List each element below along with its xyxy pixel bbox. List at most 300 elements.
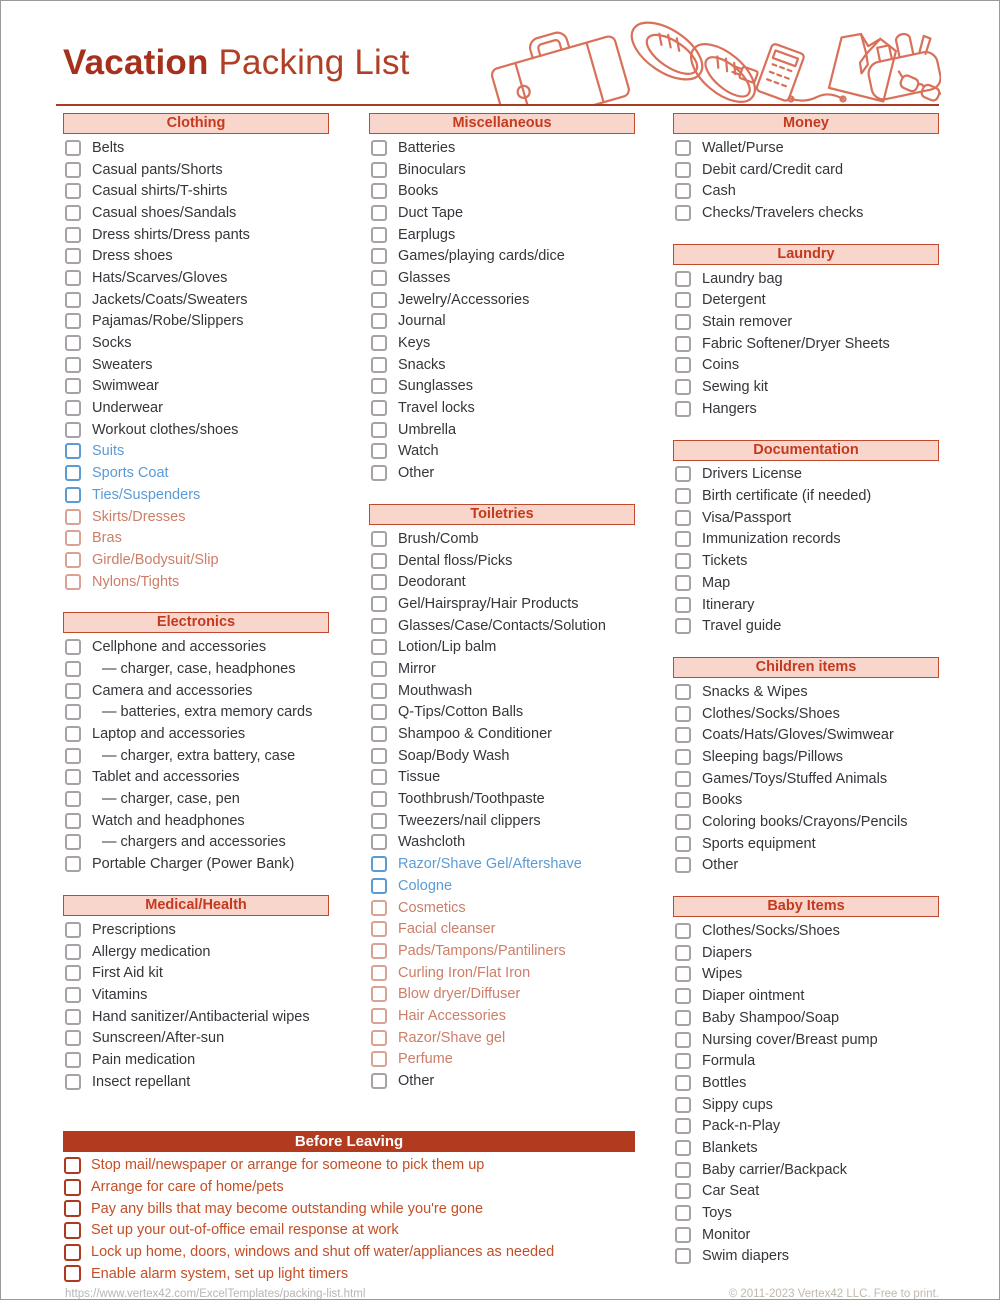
checklist-item bbox=[63, 397, 329, 419]
checklist-item-label: Keys bbox=[398, 335, 431, 352]
checkbox[interactable] bbox=[371, 1051, 387, 1067]
checkbox[interactable] bbox=[675, 531, 691, 547]
checkbox[interactable] bbox=[675, 1097, 691, 1113]
checklist-item bbox=[673, 724, 939, 746]
checkbox[interactable] bbox=[371, 140, 387, 156]
checkbox[interactable] bbox=[675, 379, 691, 395]
checklist-item bbox=[369, 1049, 635, 1071]
checkbox[interactable] bbox=[675, 466, 691, 482]
checkbox[interactable] bbox=[675, 1140, 691, 1156]
checklist-item bbox=[673, 507, 939, 529]
checkbox[interactable] bbox=[371, 531, 387, 547]
checkbox[interactable] bbox=[675, 314, 691, 330]
checklist-item bbox=[369, 810, 635, 832]
checklist-item-label: — chargers and accessories bbox=[102, 834, 286, 851]
before-leaving-title: Before Leaving bbox=[63, 1131, 635, 1152]
checklist-item bbox=[63, 1220, 635, 1242]
checkbox[interactable] bbox=[65, 227, 81, 243]
checklist-item bbox=[369, 419, 635, 441]
calculator-icon bbox=[729, 34, 804, 102]
checklist-item bbox=[673, 1115, 939, 1137]
checklist-item-label: Stain remover bbox=[702, 313, 793, 330]
checklist-item-label: Wipes bbox=[702, 966, 743, 983]
checkbox[interactable] bbox=[675, 1248, 691, 1264]
checklist-item-label: Clothes/Socks/Shoes bbox=[702, 923, 840, 940]
checklist-item bbox=[63, 224, 329, 246]
checklist-item bbox=[369, 397, 635, 419]
checklist-item-label: Tablet and accessories bbox=[92, 769, 240, 786]
section-money bbox=[673, 113, 939, 224]
checklist-item-label: Insect repellant bbox=[92, 1073, 191, 1090]
checklist-item bbox=[63, 1155, 635, 1177]
checklist-item-label: Pack-n-Play bbox=[702, 1118, 781, 1135]
checklist-item bbox=[673, 333, 939, 355]
checklist-item-label: Dress shoes bbox=[92, 248, 173, 265]
checkbox[interactable] bbox=[675, 836, 691, 852]
checklist-item bbox=[369, 224, 635, 246]
checkbox[interactable] bbox=[371, 205, 387, 221]
checklist-item-label: Baby carrier/Backpack bbox=[702, 1161, 848, 1178]
checklist-item-label: Nylons/Tights bbox=[92, 573, 180, 590]
checklist-item-label: Q-Tips/Cotton Balls bbox=[398, 704, 524, 721]
checkbox[interactable] bbox=[371, 270, 387, 286]
checklist-item-label: Brush/Comb bbox=[398, 530, 479, 547]
column-1 bbox=[63, 113, 329, 1113]
checkbox[interactable] bbox=[65, 1074, 81, 1090]
checklist-item bbox=[63, 1006, 329, 1028]
checklist-item-label: Travel guide bbox=[702, 618, 782, 635]
checkbox[interactable] bbox=[675, 814, 691, 830]
checklist-item bbox=[63, 853, 329, 875]
checklist-item-label: Hand sanitizer/Antibacterial wipes bbox=[92, 1008, 310, 1025]
checklist-item bbox=[63, 680, 329, 702]
checklist-item-label: Arrange for care of home/pets bbox=[91, 1179, 284, 1196]
checkbox[interactable] bbox=[65, 270, 81, 286]
checkbox[interactable] bbox=[371, 357, 387, 373]
checkbox[interactable] bbox=[371, 748, 387, 764]
checkbox[interactable] bbox=[675, 140, 691, 156]
checklist-item bbox=[369, 550, 635, 572]
section-title: Toiletries bbox=[369, 504, 635, 525]
checkbox[interactable] bbox=[65, 335, 81, 351]
checkbox[interactable] bbox=[371, 943, 387, 959]
checklist-item bbox=[673, 355, 939, 377]
checklist-item-label: Lotion/Lip balm bbox=[398, 639, 497, 656]
checkbox[interactable] bbox=[675, 162, 691, 178]
checkbox[interactable] bbox=[65, 574, 81, 590]
checklist-item bbox=[369, 702, 635, 724]
checkbox[interactable] bbox=[371, 1030, 387, 1046]
checklist-item bbox=[63, 484, 329, 506]
checkbox[interactable] bbox=[65, 292, 81, 308]
checklist-item-label: Tissue bbox=[398, 769, 441, 786]
checkbox[interactable] bbox=[675, 1162, 691, 1178]
checklist-item-label: Sweaters bbox=[92, 356, 153, 373]
checklist-item-label: Vitamins bbox=[92, 986, 148, 1003]
checklist-item-label: Journal bbox=[398, 313, 446, 330]
checklist-item bbox=[673, 1202, 939, 1224]
checklist-item-label: Fabric Softener/Dryer Sheets bbox=[702, 335, 890, 352]
checklist-item-label: Enable alarm system, set up light timers bbox=[91, 1265, 349, 1282]
checklist-item-label: Sewing kit bbox=[702, 379, 769, 396]
checklist-item-label: Drivers License bbox=[702, 466, 802, 483]
checkbox[interactable] bbox=[65, 704, 81, 720]
checklist-item bbox=[673, 159, 939, 181]
checkbox[interactable] bbox=[65, 769, 81, 785]
checkbox[interactable] bbox=[65, 443, 81, 459]
checklist-item-label: Diaper ointment bbox=[702, 988, 805, 1005]
checklist-item bbox=[369, 788, 635, 810]
checkbox[interactable] bbox=[371, 661, 387, 677]
checkbox[interactable] bbox=[371, 313, 387, 329]
checkbox[interactable] bbox=[65, 791, 81, 807]
checklist-item bbox=[63, 245, 329, 267]
checklist-item-label: Sunglasses bbox=[398, 378, 473, 395]
checkbox[interactable] bbox=[64, 1244, 81, 1261]
checklist-item bbox=[369, 180, 635, 202]
checkbox[interactable] bbox=[65, 965, 81, 981]
checklist-item bbox=[369, 528, 635, 550]
checkbox[interactable] bbox=[65, 378, 81, 394]
checkbox[interactable] bbox=[371, 227, 387, 243]
checkbox[interactable] bbox=[65, 552, 81, 568]
checkbox[interactable] bbox=[65, 248, 81, 264]
checkbox[interactable] bbox=[675, 727, 691, 743]
toiletry-bag-icon bbox=[862, 28, 941, 101]
checkbox[interactable] bbox=[65, 856, 81, 872]
checkbox[interactable] bbox=[65, 944, 81, 960]
page-title bbox=[63, 43, 410, 83]
checklist-item-label: Nursing cover/Breast pump bbox=[702, 1031, 878, 1048]
checkbox[interactable] bbox=[65, 661, 81, 677]
checkbox[interactable] bbox=[64, 1179, 81, 1196]
checklist-item-label: Debit card/Credit card bbox=[702, 161, 844, 178]
checkbox[interactable] bbox=[675, 1118, 691, 1134]
checkbox[interactable] bbox=[675, 618, 691, 634]
checklist-item bbox=[63, 354, 329, 376]
checkbox[interactable] bbox=[65, 987, 81, 1003]
checklist-item bbox=[673, 376, 939, 398]
checkbox[interactable] bbox=[64, 1222, 81, 1239]
checkbox[interactable] bbox=[675, 1227, 691, 1243]
checklist-item-label: Dress shirts/Dress pants bbox=[92, 226, 250, 243]
checkbox[interactable] bbox=[371, 704, 387, 720]
footer-url: https://www.vertex42.com/ExcelTemplates/packing-list.html bbox=[65, 1288, 366, 1300]
checklist-item bbox=[369, 593, 635, 615]
checklist-item-label: Watch bbox=[398, 443, 439, 460]
checkbox[interactable] bbox=[65, 487, 81, 503]
checklist-item bbox=[673, 311, 939, 333]
checklist-item-label: Sports equipment bbox=[702, 835, 816, 852]
checklist-item bbox=[63, 636, 329, 658]
checkbox[interactable] bbox=[371, 965, 387, 981]
checkbox[interactable] bbox=[675, 597, 691, 613]
checklist-item-label: Camera and accessories bbox=[92, 682, 253, 699]
checklist-item bbox=[369, 853, 635, 875]
checkbox[interactable] bbox=[371, 900, 387, 916]
section-children-items bbox=[673, 657, 939, 876]
suitcase-icon bbox=[491, 18, 631, 105]
checklist-item bbox=[673, 550, 939, 572]
checkbox[interactable] bbox=[371, 248, 387, 264]
checklist-item-label: Portable Charger (Power Bank) bbox=[92, 856, 295, 873]
checkbox[interactable] bbox=[675, 401, 691, 417]
checkbox[interactable] bbox=[675, 1010, 691, 1026]
checklist-item-label: Cologne bbox=[398, 877, 453, 894]
checkbox[interactable] bbox=[675, 1053, 691, 1069]
checkbox[interactable] bbox=[371, 921, 387, 937]
checklist-item-label: Formula bbox=[702, 1053, 756, 1070]
checkbox[interactable] bbox=[65, 400, 81, 416]
section-medical-health bbox=[63, 895, 329, 1093]
checklist-item bbox=[63, 723, 329, 745]
checkbox[interactable] bbox=[675, 357, 691, 373]
checklist-item-label: Deodorant bbox=[398, 574, 466, 591]
checklist-item bbox=[673, 768, 939, 790]
checklist-item-label: Razor/Shave Gel/Aftershave bbox=[398, 856, 582, 873]
checkbox[interactable] bbox=[65, 813, 81, 829]
checkbox[interactable] bbox=[371, 400, 387, 416]
checkbox[interactable] bbox=[64, 1265, 81, 1282]
checklist-item bbox=[369, 615, 635, 637]
checklist-item-label: Gel/Hairspray/Hair Products bbox=[398, 595, 579, 612]
checkbox[interactable] bbox=[65, 162, 81, 178]
checklist-item-label: Laptop and accessories bbox=[92, 726, 246, 743]
checkbox[interactable] bbox=[675, 1032, 691, 1048]
checkbox[interactable] bbox=[675, 945, 691, 961]
checklist-item-label: Mouthwash bbox=[398, 682, 473, 699]
checkbox[interactable] bbox=[675, 553, 691, 569]
checklist-item-label: — charger, case, headphones bbox=[102, 660, 296, 677]
checkbox[interactable] bbox=[65, 357, 81, 373]
checklist-item-label: Other bbox=[702, 857, 739, 874]
checklist-item-label: Games/Toys/Stuffed Animals bbox=[702, 770, 888, 787]
checkbox[interactable] bbox=[371, 878, 387, 894]
checklist-item bbox=[673, 746, 939, 768]
checkbox[interactable] bbox=[65, 834, 81, 850]
checklist-item bbox=[63, 289, 329, 311]
checklist-item-label: Shampoo & Conditioner bbox=[398, 726, 552, 743]
column-3 bbox=[673, 113, 939, 1287]
checklist-item bbox=[673, 529, 939, 551]
checkbox[interactable] bbox=[371, 183, 387, 199]
checklist-item-label: Snacks bbox=[398, 356, 446, 373]
checklist-item bbox=[369, 658, 635, 680]
checkbox[interactable] bbox=[371, 1073, 387, 1089]
checklist-item-label: Sippy cups bbox=[702, 1096, 773, 1113]
checkbox[interactable] bbox=[675, 510, 691, 526]
checklist-item bbox=[63, 137, 329, 159]
checklist-item bbox=[673, 268, 939, 290]
checklist-item bbox=[369, 245, 635, 267]
checklist-item-label: Diapers bbox=[702, 944, 752, 961]
checklist-item bbox=[63, 441, 329, 463]
checklist-item-label: First Aid kit bbox=[92, 965, 163, 982]
checklist-item-label: Belts bbox=[92, 139, 125, 156]
checkbox[interactable] bbox=[675, 923, 691, 939]
checkbox[interactable] bbox=[65, 183, 81, 199]
checkbox[interactable] bbox=[371, 553, 387, 569]
checklist-item bbox=[63, 1071, 329, 1093]
checkbox[interactable] bbox=[371, 813, 387, 829]
checkbox[interactable] bbox=[65, 726, 81, 742]
checkbox[interactable] bbox=[64, 1200, 81, 1217]
section-title: Medical/Health bbox=[63, 895, 329, 916]
checkbox[interactable] bbox=[64, 1157, 81, 1174]
checkbox[interactable] bbox=[371, 791, 387, 807]
checklist-item bbox=[63, 767, 329, 789]
checklist-item-label: Suits bbox=[92, 443, 125, 460]
checklist-item bbox=[673, 615, 939, 637]
checkbox[interactable] bbox=[65, 530, 81, 546]
checkbox[interactable] bbox=[675, 205, 691, 221]
checkbox[interactable] bbox=[675, 271, 691, 287]
checklist-item-label: Hair Accessories bbox=[398, 1007, 506, 1024]
checkbox[interactable] bbox=[371, 574, 387, 590]
checkbox[interactable] bbox=[65, 1030, 81, 1046]
checkbox[interactable] bbox=[675, 183, 691, 199]
checklist-item bbox=[63, 810, 329, 832]
checklist-item-label: Snacks & Wipes bbox=[702, 683, 808, 700]
checklist-item bbox=[673, 1137, 939, 1159]
checkbox[interactable] bbox=[371, 726, 387, 742]
checkbox[interactable] bbox=[65, 748, 81, 764]
checkbox[interactable] bbox=[371, 422, 387, 438]
checklist-item-label: Ties/Suspenders bbox=[92, 486, 201, 503]
section-title: Laundry bbox=[673, 244, 939, 265]
checkbox[interactable] bbox=[675, 1183, 691, 1199]
checkbox[interactable] bbox=[65, 313, 81, 329]
checklist-item-label: Wallet/Purse bbox=[702, 139, 784, 156]
checklist-item-label: Binoculars bbox=[398, 161, 466, 178]
checkbox[interactable] bbox=[675, 988, 691, 1004]
checkbox[interactable] bbox=[675, 966, 691, 982]
checklist-item-label: Books bbox=[398, 183, 439, 200]
checkbox[interactable] bbox=[371, 834, 387, 850]
checklist-item-label: Skirts/Dresses bbox=[92, 508, 186, 525]
checklist-item bbox=[63, 941, 329, 963]
section-title: Baby Items bbox=[673, 896, 939, 917]
eyeglasses-icon bbox=[894, 71, 941, 104]
checklist-item-label: Sports Coat bbox=[92, 465, 169, 482]
columns-row bbox=[63, 113, 635, 1113]
checkbox[interactable] bbox=[371, 465, 387, 481]
checkbox[interactable] bbox=[65, 509, 81, 525]
checklist-item-label: Razor/Shave gel bbox=[398, 1029, 506, 1046]
checkbox[interactable] bbox=[65, 205, 81, 221]
checklist-item bbox=[63, 159, 329, 181]
checklist-item bbox=[369, 202, 635, 224]
checkbox[interactable] bbox=[65, 639, 81, 655]
checklist-item bbox=[63, 745, 329, 767]
checkbox[interactable] bbox=[371, 162, 387, 178]
section-title: Money bbox=[673, 113, 939, 134]
checkbox[interactable] bbox=[65, 1052, 81, 1068]
checklist-item-label: Car Seat bbox=[702, 1183, 760, 1200]
checkbox[interactable] bbox=[371, 986, 387, 1002]
section-title: Miscellaneous bbox=[369, 113, 635, 134]
checklist-item bbox=[63, 832, 329, 854]
checkbox[interactable] bbox=[675, 792, 691, 808]
checkbox[interactable] bbox=[371, 683, 387, 699]
checkbox[interactable] bbox=[675, 488, 691, 504]
checkbox[interactable] bbox=[675, 706, 691, 722]
checklist-item-label: Cash bbox=[702, 183, 736, 200]
checkbox[interactable] bbox=[675, 1205, 691, 1221]
checklist-item bbox=[369, 332, 635, 354]
header-rule bbox=[56, 104, 939, 106]
checkbox[interactable] bbox=[371, 292, 387, 308]
checklist-item bbox=[673, 289, 939, 311]
checklist-item-label: Toothbrush/Toothpaste bbox=[398, 791, 545, 808]
checklist-item-label: Perfume bbox=[398, 1051, 453, 1068]
checkbox[interactable] bbox=[675, 336, 691, 352]
checklist-item bbox=[673, 942, 939, 964]
sneaker-icon bbox=[622, 17, 712, 91]
checkbox[interactable] bbox=[65, 140, 81, 156]
checklist-item bbox=[673, 811, 939, 833]
section-electronics bbox=[63, 612, 329, 875]
checkbox[interactable] bbox=[65, 465, 81, 481]
checkbox[interactable] bbox=[371, 769, 387, 785]
checklist-item-label: Washcloth bbox=[398, 834, 466, 851]
shirt-icon bbox=[829, 30, 898, 102]
checklist-item-label: Pain medication bbox=[92, 1051, 196, 1068]
checklist-item-label: Batteries bbox=[398, 139, 456, 156]
checkbox[interactable] bbox=[675, 1075, 691, 1091]
checklist-item-label: Visa/Passport bbox=[702, 509, 792, 526]
checkbox[interactable] bbox=[65, 1009, 81, 1025]
checklist-item-label: Hangers bbox=[702, 400, 757, 417]
checklist-item bbox=[369, 745, 635, 767]
checklist-item bbox=[63, 549, 329, 571]
checkbox[interactable] bbox=[675, 575, 691, 591]
checkbox[interactable] bbox=[65, 922, 81, 938]
checklist-item-label: Duct Tape bbox=[398, 204, 464, 221]
checklist-item-label: Workout clothes/shoes bbox=[92, 421, 239, 438]
checkbox[interactable] bbox=[65, 683, 81, 699]
checkbox[interactable] bbox=[65, 422, 81, 438]
checklist-item-label: Dental floss/Picks bbox=[398, 552, 513, 569]
checklist-item-label: Lock up home, doors, windows and shut off water/appliances as needed bbox=[91, 1244, 555, 1261]
checkbox[interactable] bbox=[371, 378, 387, 394]
checklist-item-label: Toys bbox=[702, 1205, 732, 1222]
checkbox[interactable] bbox=[371, 856, 387, 872]
section-miscellaneous bbox=[369, 113, 635, 484]
checkbox[interactable] bbox=[675, 749, 691, 765]
checklist-item bbox=[673, 1246, 939, 1268]
checklist-item bbox=[63, 332, 329, 354]
checkbox[interactable] bbox=[371, 618, 387, 634]
checkbox[interactable] bbox=[675, 771, 691, 787]
checkbox[interactable] bbox=[371, 639, 387, 655]
checkbox[interactable] bbox=[675, 684, 691, 700]
checklist-item bbox=[673, 855, 939, 877]
checkbox[interactable] bbox=[371, 596, 387, 612]
checklist-item-label: Curling Iron/Flat Iron bbox=[398, 964, 531, 981]
checkbox[interactable] bbox=[371, 1008, 387, 1024]
checklist-item-label: Blankets bbox=[702, 1139, 758, 1156]
checkbox[interactable] bbox=[675, 857, 691, 873]
checklist-item bbox=[369, 962, 635, 984]
checkbox[interactable] bbox=[371, 335, 387, 351]
section-title: Documentation bbox=[673, 440, 939, 461]
travel-items-illustration bbox=[491, 17, 941, 105]
checkbox[interactable] bbox=[675, 292, 691, 308]
checklist-item-label: Baby Shampoo/Soap bbox=[702, 1009, 840, 1026]
checkbox[interactable] bbox=[371, 443, 387, 459]
checklist-item-label: Sleeping bags/Pillows bbox=[702, 748, 844, 765]
